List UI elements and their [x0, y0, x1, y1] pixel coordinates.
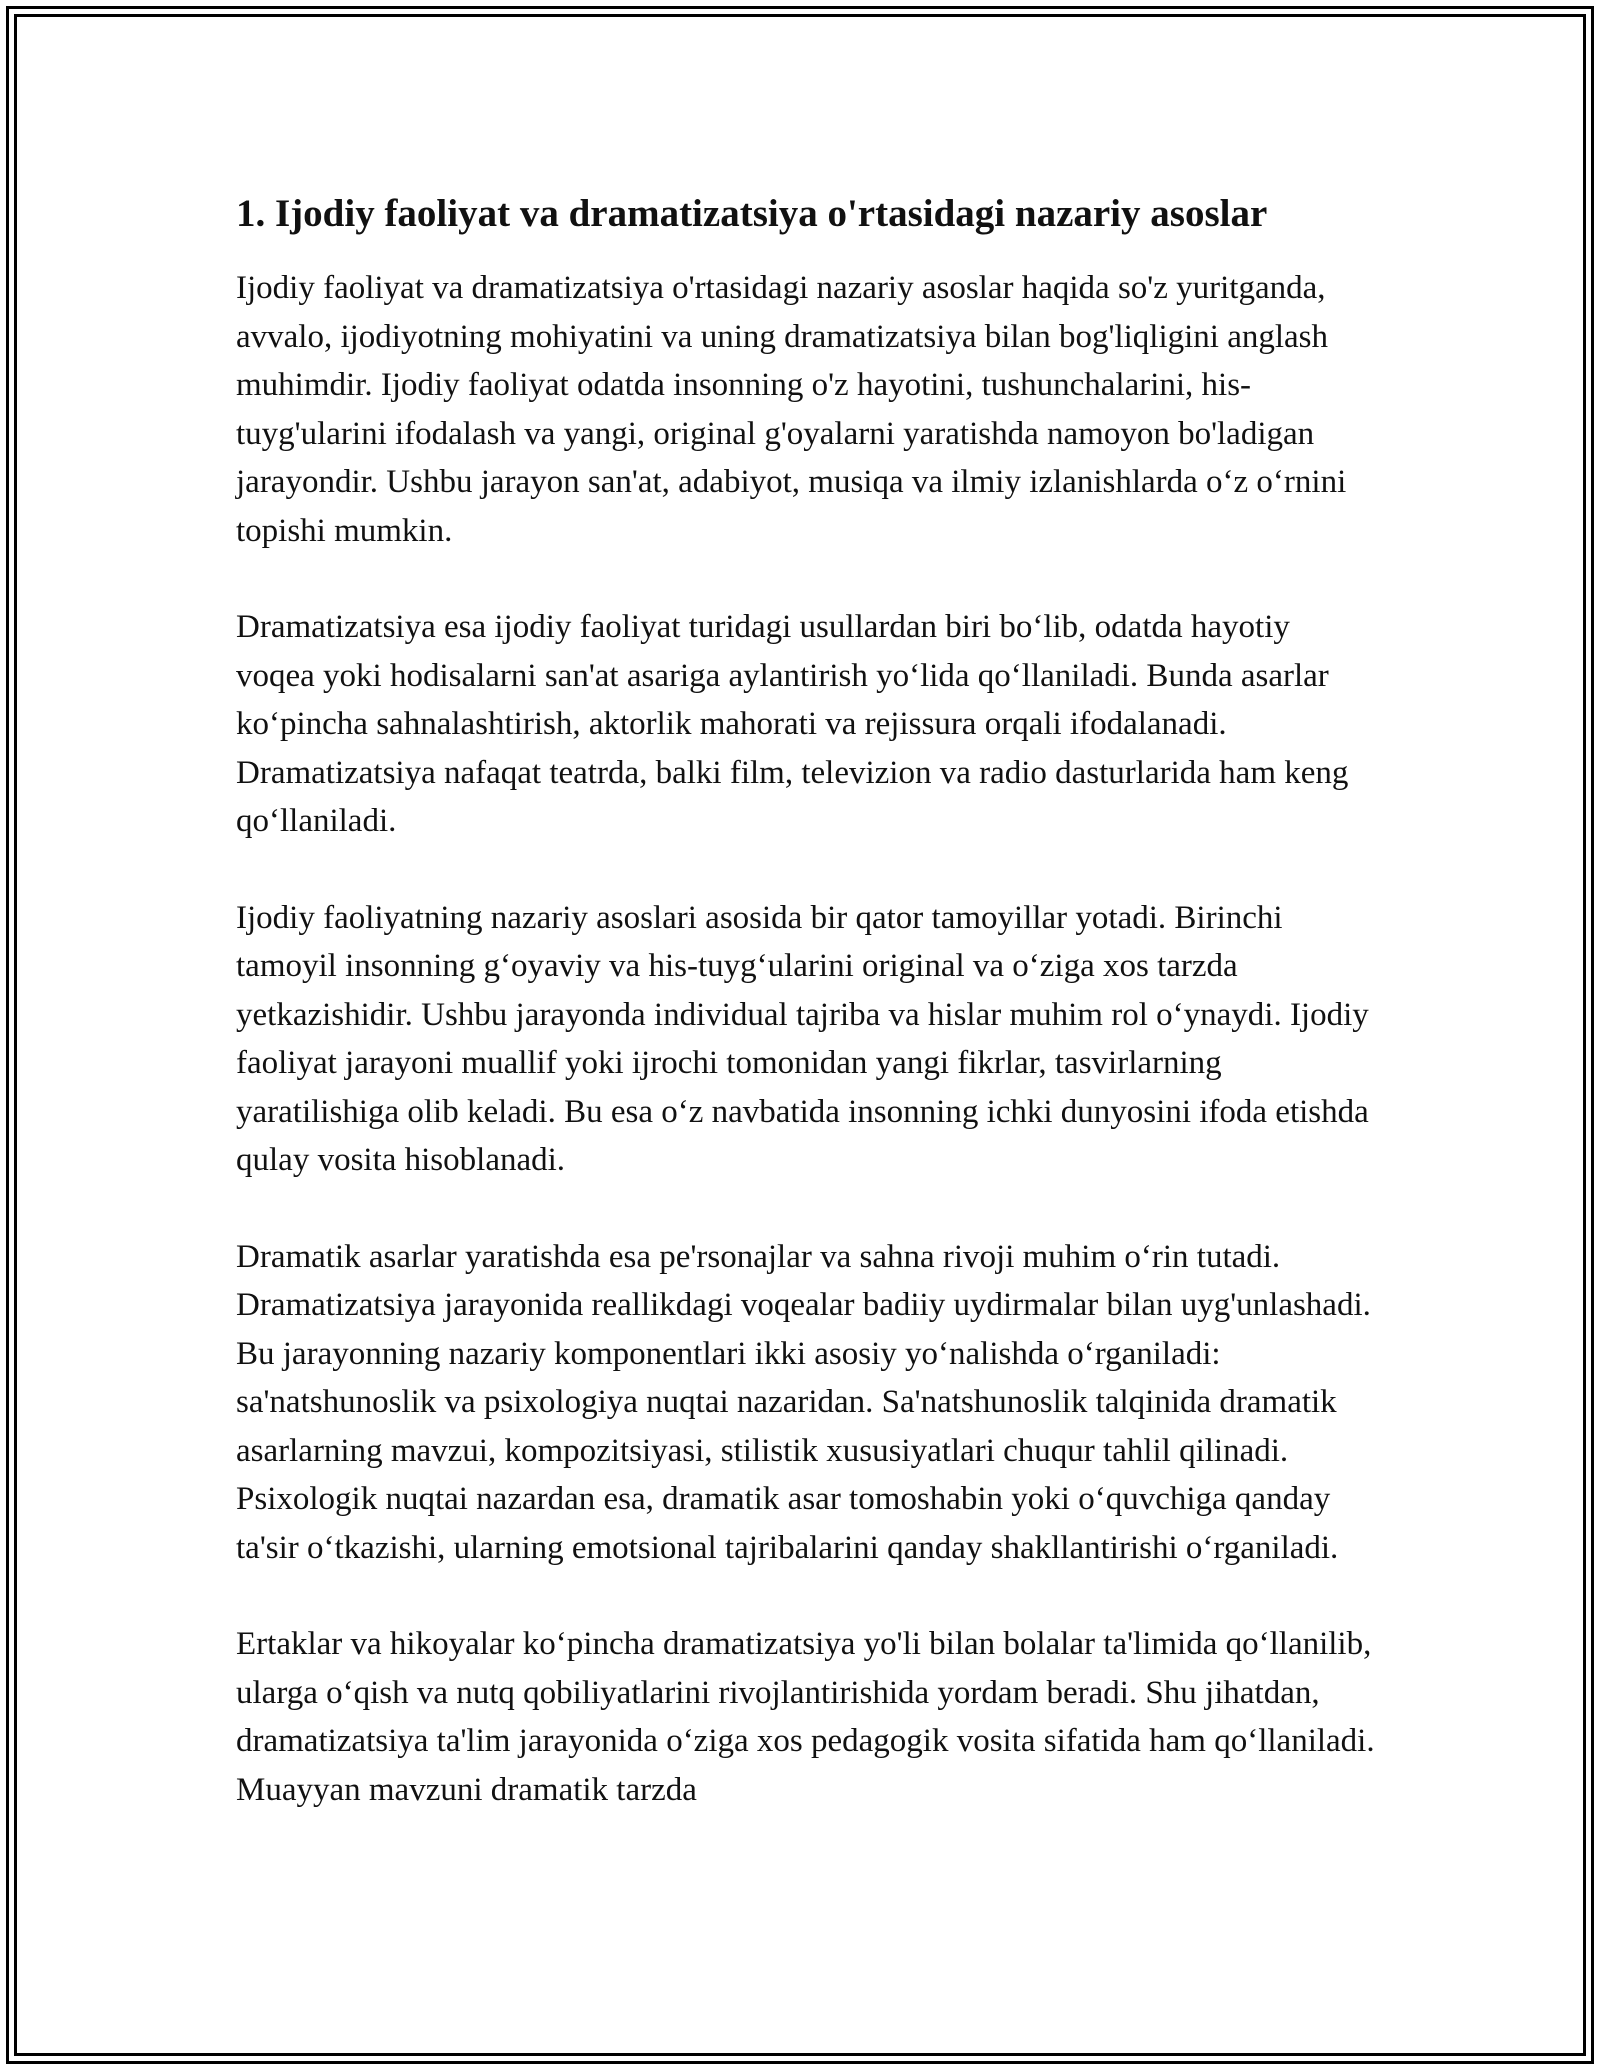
section-heading: 1. Ijodiy faoliyat va dramatizatsiya o'rtasidagi nazariy asoslar — [236, 192, 1268, 235]
paragraph-4: Dramatik asarlar yaratishda esa pe'rsonajlar va sahna rivoji muhim o‘rin tutadi. Dramatizatsiya jarayonida reallikdagi voqealar badiiy uydirmalar bilan uyg'unlashadi. Bu jarayonning nazariy komponentlari ikki asosiy yo‘nalishda o‘rganiladi: sa'natshunoslik va psixologiya nuqtai nazaridan. Sa'natshunoslik talqinida dramatik asarlarning mavzui, kompozitsiyasi, stilistik xususiyatlari chuqur tahlil qilinadi. Psixologik nuqtai nazardan esa, dramatik asar tomoshabin yoki o‘quvchiga qanday ta'sir o‘tkazishi, ularning emotsional tajribalarini qanday shakllantirishi o‘rganiladi. — [236, 1238, 1371, 1566]
paragraph-2: Dramatizatsiya esa ijodiy faoliyat turidagi usullardan biri bo‘lib, odatda hayotiy voqea yoki hodisalarni san'at asariga aylantirish yo‘lida qo‘llaniladi. Bunda asarlar ko‘pincha sahnalashtirish, aktorlik mahorati va rejissura orqali ifodalanadi. Dramatizatsiya nafaqat teatrda, balki film, televizion va radio dasturlarida ham keng qo‘llaniladi. — [236, 609, 1349, 839]
paragraph-1: Ijodiy faoliyat va dramatizatsiya o'rtasidagi nazariy asoslar haqida so'z yuritganda, avvalo, ijodiyotning mohiyatini va uning dramatizatsiya bilan bog'liqligini anglash muhimdir. Ijodiy faoliyat odatda insonning o'z hayotini, tushunchalarini, his-tuyg'ularini ifodalash va yangi, original g'oyalarni yaratishda namoyon bo'ladigan jarayondir. Ushbu jarayon san'at, adabiyot, musiqa va ilmiy izlanishlarda o‘z o‘rnini topishi mumkin. — [236, 270, 1347, 549]
paragraph-3: Ijodiy faoliyatning nazariy asoslari asosida bir qator tamoyillar yotadi. Birinchi tamoyil insonning g‘oyaviy va his-tuyg‘ularini original va o‘ziga xos tarzda yetkazishidir. Ushbu jarayonda individual tajriba va hislar muhim rol o‘ynaydi. Ijodiy faoliyat jarayoni muallif yoki ijrochi tomonidan yangi fikrlar, tasvirlarning yaratilishiga olib keladi. Bu esa o‘z navbatida insonning ichki dunyosini ifoda etishda qulay vosita hisoblanadi. — [236, 899, 1369, 1178]
paragraph-5: Ertaklar va hikoyalar ko‘pincha dramatizatsiya yo'li bilan bolalar ta'limida qo‘llanilib, ularga o‘qish va nutq qobiliyatlarini rivojlantirishida yordam beradi. Shu jihatdan, dramatizatsiya ta'lim jarayonida o‘ziga xos pedagogik vosita sifatida ham qo‘llaniladi. Muayyan mavzuni dramatik tarzda — [236, 1626, 1375, 1808]
document-body — [236, 186, 1376, 1862]
